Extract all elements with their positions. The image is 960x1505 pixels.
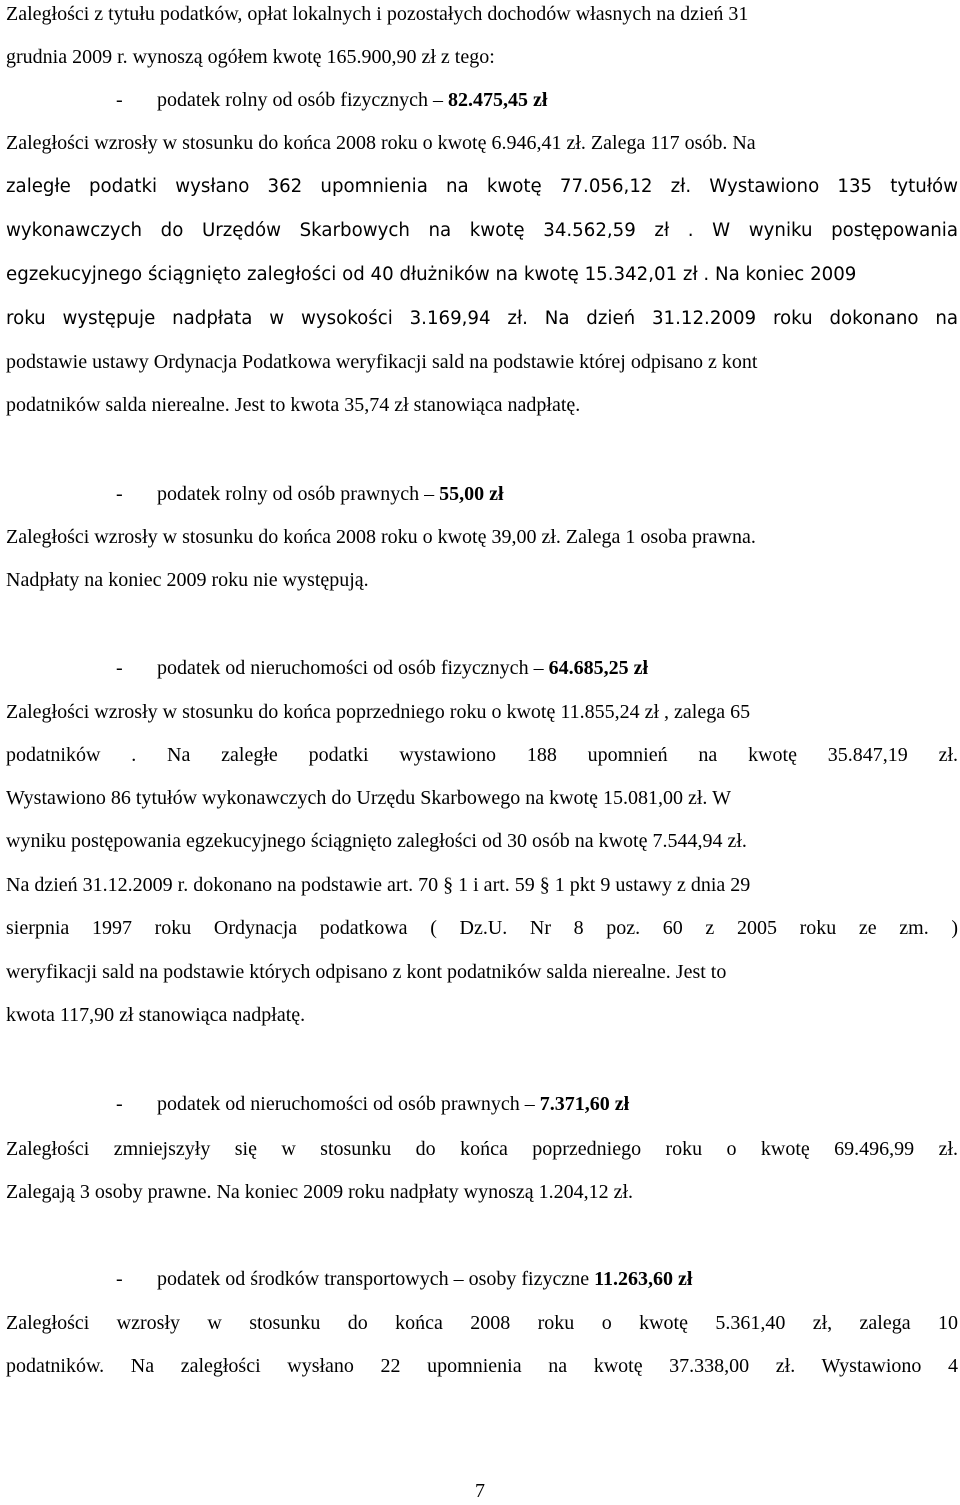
paragraph-line: Zaległości wzrosły w stosunku do końca 2008 roku o kwotę 6.946,41 zł. Zalega 117 osób. Na [6,132,756,154]
list-bullet: - [116,657,123,679]
tax-item-rolny-prawne [0,480,960,508]
tax-item-label: podatek rolny od osób fizycznych – [157,89,449,111]
tax-item-nieruchomosci-fizyczne [0,654,960,682]
paragraph-line: Zalegają 3 osoby prawne. Na koniec 2009 roku nadpłaty wynoszą 1.204,12 zł. [6,1181,634,1203]
paragraph-line: podstawie ustawy Ordynacja Podatkowa weryfikacji sald na podstawie której odpisano z kont [6,351,758,373]
tax-item-srodki-transportowe [0,1265,960,1293]
tax-item-label: podatek od nieruchomości od osób prawnych – [157,1093,540,1115]
paragraph-line: egzekucyjnego ściągnięto zaległości od 40 dłużników na kwotę 15.342,01 zł . Na koniec 2009 [6,264,857,285]
paragraph-line: Nadpłaty na koniec 2009 roku nie występują. [6,569,369,591]
list-bullet: - [116,1268,123,1290]
paragraph-line: Zaległości z tytułu podatków, opłat lokalnych i pozostałych dochodów własnych na dzień 31 [6,3,749,25]
paragraph-line: podatników salda nierealne. Jest to kwota 35,74 zł stanowiąca nadpłatę. [6,394,581,416]
paragraph-line: zaległe podatki wysłano 362 upomnienia na kwotę 77.056,12 zł. Wystawiono 135 tytułów [6,176,958,197]
paragraph-line: kwota 117,90 zł stanowiąca nadpłatę. [6,1004,306,1026]
tax-item-amount: 11.263,60 zł [594,1268,693,1290]
tax-item-label: podatek rolny od osób prawnych – [157,483,440,505]
list-bullet: - [116,89,123,111]
paragraph-line: sierpnia 1997 roku Ordynacja podatkowa ( Dz.U. Nr 8 poz. 60 z 2005 roku ze zm. ) [6,917,958,939]
page-number: 7 [475,1480,485,1502]
paragraph-line: Wystawiono 86 tytułów wykonawczych do Urzędu Skarbowego na kwotę 15.081,00 zł. W [6,787,731,809]
tax-item-label: podatek od nieruchomości od osób fizycznych – [157,657,549,679]
paragraph-line: wyniku postępowania egzekucyjnego ściągnięto zaległości od 30 osób na kwotę 7.544,94 zł. [6,830,747,852]
tax-item-amount: 55,00 zł [439,483,504,505]
paragraph-line: Na dzień 31.12.2009 r. dokonano na podstawie art. 70 § 1 i art. 59 § 1 pkt 9 ustawy z dnia 29 [6,874,751,896]
paragraph-line: Zaległości wzrosły w stosunku do końca 2008 roku o kwotę 5.361,40 zł, zalega 10 [6,1312,958,1334]
tax-item-amount: 7.371,60 zł [539,1093,630,1115]
paragraph-line: Zaległości wzrosły w stosunku do końca 2008 roku o kwotę 39,00 zł. Zalega 1 osoba prawna. [6,526,756,548]
paragraph-line: Zaległości wzrosły w stosunku do końca poprzedniego roku o kwotę 11.855,24 zł , zalega 65 [6,701,751,723]
paragraph-line: grudnia 2009 r. wynoszą ogółem kwotę 165.900,90 zł z tego: [6,46,495,68]
tax-item-amount: 64.685,25 zł [548,657,648,679]
paragraph-line: Zaległości zmniejszyły się w stosunku do końca poprzedniego roku o kwotę 69.496,99 zł. [6,1138,958,1160]
tax-item-rolny-fizyczne [0,86,960,114]
list-bullet: - [116,1093,123,1115]
paragraph-line: podatników . Na zaległe podatki wystawiono 188 upomnień na kwotę 35.847,19 zł. [6,744,958,766]
tax-item-label: podatek od środków transportowych – osoby fizyczne [157,1268,595,1290]
list-bullet: - [116,483,123,505]
paragraph-line: podatników. Na zaległości wysłano 22 upomnienia na kwotę 37.338,00 zł. Wystawiono 4 [6,1355,958,1377]
paragraph-line: roku występuje nadpłata w wysokości 3.169,94 zł. Na dzień 31.12.2009 roku dokonano na [6,308,958,329]
tax-item-amount: 82.475,45 zł [448,89,548,111]
paragraph-line: weryfikacji sald na podstawie których odpisano z kont podatników salda nierealne. Jest to [6,961,727,983]
tax-item-nieruchomosci-prawne [0,1090,960,1118]
paragraph-line: wykonawczych do Urzędów Skarbowych na kwotę 34.562,59 zł . W wyniku postępowania [6,220,958,241]
